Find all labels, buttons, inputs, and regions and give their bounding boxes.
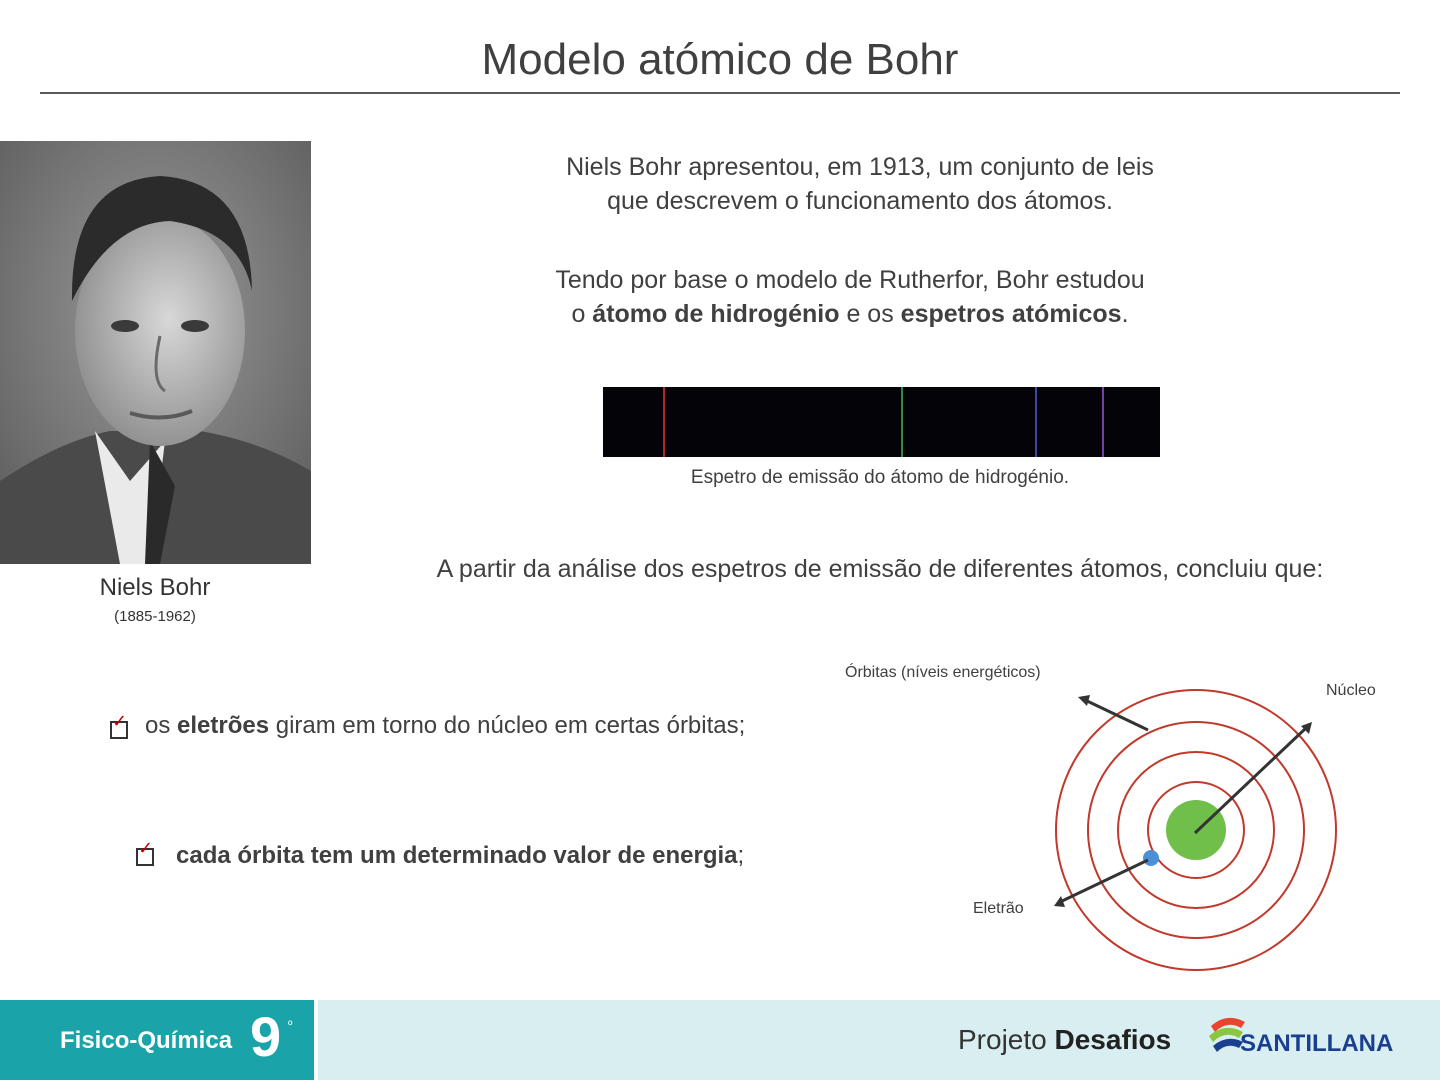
nucleus-label: Núcleo: [1326, 682, 1376, 699]
electron-pointer: [1060, 860, 1148, 902]
slide-title: Modelo atómico de Bohr: [481, 35, 959, 84]
rutherford-line-1: Tendo por base o modelo de Rutherfor, Bohr estudou: [555, 266, 1145, 294]
electrons-term: eletrões: [177, 712, 270, 739]
electron-label: Eletrão: [973, 900, 1024, 917]
orbits-arrowhead: [1078, 695, 1090, 706]
niels-bohr-portrait: [0, 141, 311, 564]
rutherford-paragraph: [450, 263, 1250, 331]
spectral-line: [901, 387, 903, 457]
spectrum-caption: Espetro de emissão do átomo de hidrogénio.: [690, 467, 1070, 488]
nucleus-pointer: [1195, 728, 1306, 833]
bullet-orbit-energy: [176, 842, 744, 870]
spectral-line: [1102, 387, 1104, 457]
footer-grade-ordinal: º: [288, 1018, 293, 1032]
intro-paragraph: [460, 150, 1260, 218]
portrait-caption-years: (1885-1962): [114, 608, 196, 625]
text-span: os: [145, 712, 178, 739]
spectral-line: [1035, 387, 1037, 457]
orbits-pointer: [1085, 700, 1148, 730]
electron-icon: [1143, 850, 1159, 866]
title-divider: [40, 92, 1400, 94]
portrait-caption-name: Niels Bohr: [99, 574, 211, 601]
text-span: e os: [839, 300, 901, 328]
text-span: ;: [737, 842, 745, 869]
footer-subject: Fisico-Química: [60, 1027, 233, 1054]
atomic-spectra-term: espetros atómicos: [900, 300, 1122, 328]
intro-line-2: que descrevem o funcionamento dos átomos.: [607, 187, 1113, 215]
text-span: Desafios: [1054, 1024, 1172, 1055]
text-span: giram em torno do núcleo em certas órbitas;: [269, 712, 746, 739]
checkmark-icon: ✓: [112, 711, 128, 732]
hydrogen-emission-spectrum: [603, 387, 1160, 457]
conclusion-intro: A partir da análise dos espetros de emissão de diferentes átomos, concluiu que:: [436, 555, 1324, 583]
orbit-energy-term: cada órbita tem um determinado valor de energia: [176, 842, 738, 869]
footer-project-name: [958, 1024, 1171, 1056]
hydrogen-atom-term: átomo de hidrogénio: [592, 300, 840, 328]
orbits-label: Órbitas (níveis energéticos): [845, 664, 1041, 681]
text-span: o: [571, 300, 593, 328]
footer-grade: 9: [250, 1005, 282, 1068]
spectral-line: [663, 387, 665, 457]
bohr-atom-diagram: [845, 650, 1440, 990]
bullet-electrons-orbit: [145, 712, 745, 740]
rutherford-line-2: [450, 297, 1250, 331]
intro-line-1: Niels Bohr apresentou, em 1913, um conjunto de leis: [566, 153, 1154, 181]
checkmark-icon: ✓: [138, 838, 154, 859]
footer-brand-name: SANTILLANA: [1240, 1030, 1394, 1057]
text-span: Projeto: [958, 1024, 1055, 1055]
bohr-atom-svg: [1030, 650, 1440, 990]
text-span: .: [1121, 300, 1129, 328]
